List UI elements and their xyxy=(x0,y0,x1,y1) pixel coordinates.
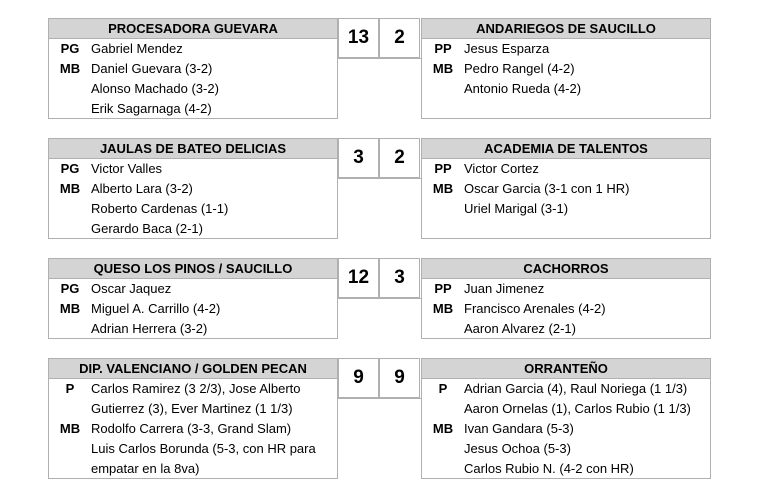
team-name: PROCESADORA GUEVARA xyxy=(49,19,337,39)
player-line xyxy=(422,39,710,59)
score-divider xyxy=(338,58,421,59)
stat-label: PG xyxy=(60,41,80,56)
stat-label: MB xyxy=(59,181,81,196)
player-text: Gerardo Baca (2-1) xyxy=(91,221,203,236)
away-score: 9 xyxy=(379,358,420,398)
player-text: Carlos Ramirez (3 2/3), Jose Alberto xyxy=(91,381,301,396)
home-score: 13 xyxy=(338,18,379,58)
stat-label xyxy=(49,199,91,219)
away-team-box xyxy=(421,18,711,119)
stat-label xyxy=(49,439,91,459)
stat-label: MB xyxy=(432,421,454,436)
player-text: empatar en la 8va) xyxy=(91,461,200,476)
team-name: JAULAS DE BATEO DELICIAS xyxy=(49,139,337,159)
player-line xyxy=(422,199,710,219)
player-line xyxy=(49,279,337,299)
player-text: Aaron Alvarez (2-1) xyxy=(464,321,576,336)
player-line xyxy=(422,59,710,79)
player-text: Gabriel Mendez xyxy=(91,41,183,56)
home-score: 9 xyxy=(338,358,379,398)
player-line xyxy=(49,299,337,319)
player-text: Luis Carlos Borunda (5-3, con HR para xyxy=(91,441,316,456)
player-text: Miguel A. Carrillo (4-2) xyxy=(91,301,221,316)
player-line xyxy=(49,319,337,339)
player-line xyxy=(49,99,337,119)
stat-label xyxy=(422,439,464,459)
stat-label xyxy=(422,459,464,479)
stat-label xyxy=(49,79,91,99)
player-text: Juan Jimenez xyxy=(464,281,545,296)
player-line xyxy=(422,279,710,299)
stat-label xyxy=(422,399,464,419)
player-line xyxy=(49,439,337,459)
player-line xyxy=(49,399,337,419)
home-team-box xyxy=(48,358,338,479)
stat-label: P xyxy=(438,381,448,396)
home-team-box xyxy=(48,18,338,119)
stat-label xyxy=(49,219,91,239)
player-line xyxy=(422,459,710,479)
away-team-box xyxy=(421,358,711,479)
team-name: ORRANTEÑO xyxy=(422,359,710,379)
team-name: ANDARIEGOS DE SAUCILLO xyxy=(422,19,710,39)
away-score: 2 xyxy=(379,138,420,178)
stat-label: PP xyxy=(434,161,452,176)
player-line xyxy=(422,419,710,439)
stat-label: MB xyxy=(432,181,454,196)
player-line xyxy=(422,79,710,99)
stat-label xyxy=(422,199,464,219)
stat-label: MB xyxy=(432,301,454,316)
player-text: Roberto Cardenas (1-1) xyxy=(91,201,229,216)
player-line xyxy=(422,299,710,319)
stat-label: P xyxy=(65,381,75,396)
player-text: Aaron Ornelas (1), Carlos Rubio (1 1/3) xyxy=(464,401,691,416)
stat-label: MB xyxy=(432,61,454,76)
team-name: QUESO LOS PINOS / SAUCILLO xyxy=(49,259,337,279)
away-team-box xyxy=(421,138,711,239)
player-line xyxy=(422,439,710,459)
player-text: Erik Sagarnaga (4-2) xyxy=(91,101,212,116)
stat-label xyxy=(49,99,91,119)
stat-label: PG xyxy=(60,281,80,296)
player-text: Alonso Machado (3-2) xyxy=(91,81,219,96)
player-text: Antonio Rueda (4-2) xyxy=(464,81,582,96)
player-text: Ivan Gandara (5-3) xyxy=(464,421,574,436)
stat-label: MB xyxy=(59,301,81,316)
away-score: 2 xyxy=(379,18,420,58)
player-text: Daniel Guevara (3-2) xyxy=(91,61,213,76)
player-line xyxy=(49,459,337,479)
stat-label: PG xyxy=(60,161,80,176)
player-text: Francisco Arenales (4-2) xyxy=(464,301,606,316)
player-line xyxy=(422,379,710,399)
team-name: DIP. VALENCIANO / GOLDEN PECAN xyxy=(49,359,337,379)
player-text: Pedro Rangel (4-2) xyxy=(464,61,575,76)
player-line xyxy=(49,419,337,439)
player-text: Victor Cortez xyxy=(464,161,539,176)
stat-label: MB xyxy=(59,61,81,76)
stat-label: MB xyxy=(59,421,81,436)
player-line xyxy=(49,79,337,99)
player-line xyxy=(49,159,337,179)
player-text: Adrian Herrera (3-2) xyxy=(91,321,208,336)
away-team-box xyxy=(421,258,711,339)
player-line xyxy=(49,199,337,219)
stat-label xyxy=(422,319,464,339)
player-line xyxy=(49,39,337,59)
player-line xyxy=(49,379,337,399)
player-line xyxy=(422,179,710,199)
score-divider xyxy=(338,298,421,299)
player-line xyxy=(49,179,337,199)
stat-label xyxy=(422,79,464,99)
team-name: ACADEMIA DE TALENTOS xyxy=(422,139,710,159)
stat-label: PP xyxy=(434,281,452,296)
home-team-box xyxy=(48,138,338,239)
player-text: Oscar Garcia (3-1 con 1 HR) xyxy=(464,181,630,196)
stat-label: PP xyxy=(434,41,452,56)
stat-label xyxy=(49,459,91,479)
away-score: 3 xyxy=(379,258,420,298)
home-score: 3 xyxy=(338,138,379,178)
player-line xyxy=(49,219,337,239)
home-score: 12 xyxy=(338,258,379,298)
stat-label xyxy=(49,399,91,419)
player-text: Jesus Ochoa (5-3) xyxy=(464,441,571,456)
player-line xyxy=(422,399,710,419)
player-text: Alberto Lara (3-2) xyxy=(91,181,193,196)
score-divider xyxy=(338,398,421,399)
stat-label xyxy=(49,319,91,339)
player-text: Victor Valles xyxy=(91,161,163,176)
player-line xyxy=(422,159,710,179)
player-text: Carlos Rubio N. (4-2 con HR) xyxy=(464,461,634,476)
team-name: CACHORROS xyxy=(422,259,710,279)
player-text: Oscar Jaquez xyxy=(91,281,172,296)
home-team-box xyxy=(48,258,338,339)
player-text: Adrian Garcia (4), Raul Noriega (1 1/3) xyxy=(464,381,688,396)
player-line xyxy=(49,59,337,79)
player-line xyxy=(422,319,710,339)
player-text: Jesus Esparza xyxy=(464,41,550,56)
player-text: Rodolfo Carrera (3-3, Grand Slam) xyxy=(91,421,292,436)
player-text: Gutierrez (3), Ever Martinez (1 1/3) xyxy=(91,401,293,416)
player-text: Uriel Marigal (3-1) xyxy=(464,201,569,216)
score-divider xyxy=(338,178,421,179)
